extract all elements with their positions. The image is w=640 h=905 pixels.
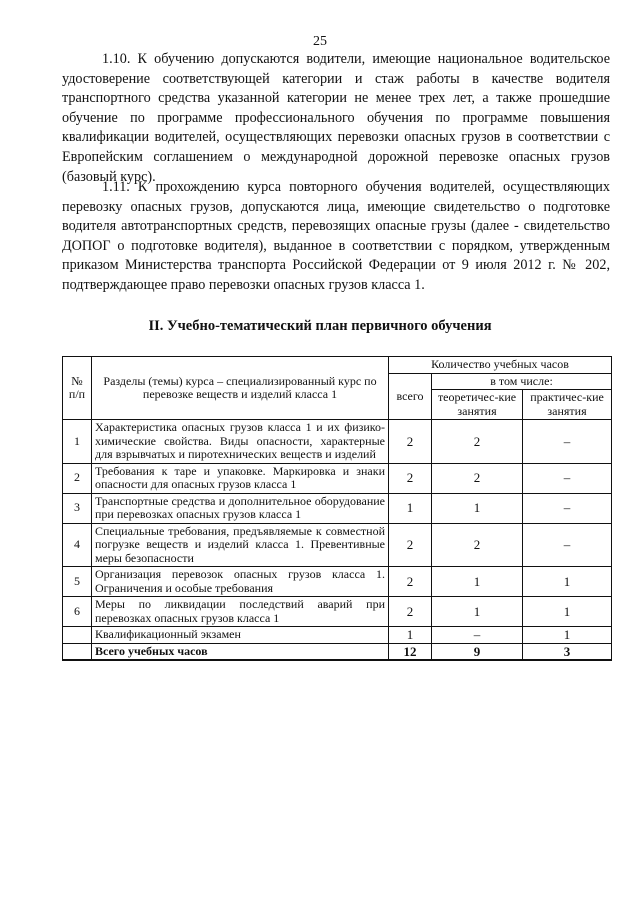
row-topic: Требования к таре и упаковке. Маркировка и знаки опасности для опасных грузов класса 1 — [92, 463, 389, 493]
row-topic: Квалификационный экзамен — [92, 627, 389, 644]
header-including: в том числе: — [432, 373, 612, 390]
header-hours: Количество учебных часов — [389, 357, 612, 374]
total-hours: 12 — [389, 643, 432, 660]
row-num — [63, 627, 92, 644]
row-theory: 1 — [432, 493, 523, 523]
table-row — [63, 567, 612, 597]
row-total: 2 — [389, 420, 432, 464]
header-practice: практичес-кие занятия — [523, 390, 612, 420]
table-row — [63, 493, 612, 523]
row-total: 2 — [389, 463, 432, 493]
header-total: всего — [389, 373, 432, 420]
total-row — [63, 643, 612, 660]
header-theory: теоретичес-кие занятия — [432, 390, 523, 420]
curriculum-table — [62, 356, 612, 661]
row-practice: 1 — [523, 627, 612, 644]
paragraph-1-10 — [62, 50, 610, 187]
row-theory: 1 — [432, 597, 523, 627]
row-practice: – — [523, 493, 612, 523]
row-topic: Организация перевозок опасных грузов класса 1. Ограничения и особые требования — [92, 567, 389, 597]
row-topic: Транспортные средства и дополнительное оборудование при перевозках опасных грузов класса 1 — [92, 493, 389, 523]
row-num: 6 — [63, 597, 92, 627]
row-total: 2 — [389, 523, 432, 567]
row-practice: – — [523, 420, 612, 464]
row-practice: 1 — [523, 597, 612, 627]
row-num: 3 — [63, 493, 92, 523]
row-total: 1 — [389, 627, 432, 644]
row-theory: – — [432, 627, 523, 644]
row-theory: 2 — [432, 420, 523, 464]
header-num: № п/п — [63, 357, 92, 420]
row-num: 1 — [63, 420, 92, 464]
row-total: 1 — [389, 493, 432, 523]
paragraph-text: 1.10. К обучению допускаются водители, имеющие национальное водительское удостоверение соответствующей категории и стаж работы в качестве водителя транспортного средства указанной категории не менее трех лет, а также прошедшие обучение по программе профессионального обучения по программе повышения квалификации водителей, осуществляющих перевозки опасных грузов в соответствии с Европейским соглашением о международной дорожной перевозке опасных грузов (базовый курс). — [62, 51, 610, 185]
row-topic: Меры по ликвидации последствий аварий при перевозках опасных грузов класса 1 — [92, 597, 389, 627]
row-num: 2 — [63, 463, 92, 493]
paragraph-1-11 — [62, 178, 610, 296]
row-num: 4 — [63, 523, 92, 567]
table-row — [63, 597, 612, 627]
row-topic: Специальные требования, предъявляемые к совместной погрузке веществ и изделий класса 1. Превентивные меры безопасности — [92, 523, 389, 567]
row-theory: 1 — [432, 567, 523, 597]
row-practice: – — [523, 463, 612, 493]
total-label: Всего учебных часов — [92, 643, 389, 660]
row-total: 2 — [389, 567, 432, 597]
table-row — [63, 523, 612, 567]
total-practice: 3 — [523, 643, 612, 660]
total-theory: 9 — [432, 643, 523, 660]
header-sections: Разделы (темы) курса – специализированный курс по перевозке веществ и изделий класса 1 — [92, 357, 389, 420]
row-total: 2 — [389, 597, 432, 627]
table-row — [63, 627, 612, 644]
row-theory: 2 — [432, 463, 523, 493]
section-title: II. Учебно-тематический план первичного обучения — [148, 318, 492, 334]
total-num — [63, 643, 92, 660]
table-row — [63, 463, 612, 493]
row-practice: 1 — [523, 567, 612, 597]
row-theory: 2 — [432, 523, 523, 567]
row-topic: Характеристика опасных грузов класса 1 и их физико-химические свойства. Виды опасности, характерные для взрывчатых и пиротехнических веществ и изделий — [92, 420, 389, 464]
row-practice: – — [523, 523, 612, 567]
row-num: 5 — [63, 567, 92, 597]
table-row — [63, 420, 612, 464]
paragraph-text: 1.11. К прохождению курса повторного обучения водителей, осуществляющих перевозку опасных грузов, допускаются лица, имеющие свидетельство о подготовке водителя автотранспортных средств, перевозящих опасные грузы (далее - свидетельство ДОПОГ о подготовке водителя), выданное в соответствии с порядком, утвержденным приказом Министерства транспорта Российской Федерации от 9 июля 2012 г. № 202, подтверждающее право перевозки опасных грузов класса 1. — [62, 179, 610, 293]
page-number: 25 — [313, 34, 327, 49]
